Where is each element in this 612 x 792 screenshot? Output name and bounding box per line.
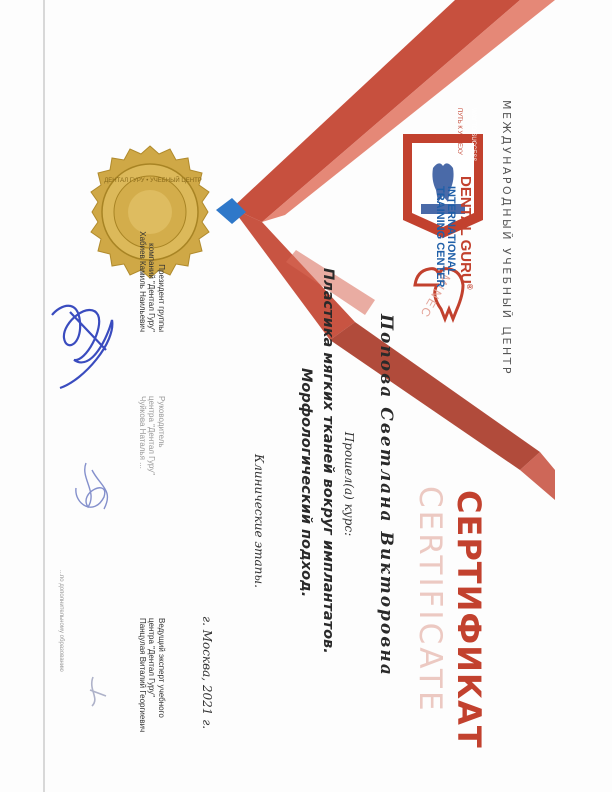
signatory-president-line2: компаний "Дентал Гуру" xyxy=(147,243,157,332)
footnote: ...по дополнительному образованию xyxy=(58,570,64,672)
signatory-head-line1: Руководитель xyxy=(157,396,166,448)
badge-text-mid: ПУТЬ К УСПЕХУ xyxy=(456,108,462,155)
signatory-head xyxy=(138,396,167,475)
recipient-name: Попова Светлана Викторовна xyxy=(376,314,396,677)
signatory-head-line3: Чуйкова Наталья ... xyxy=(138,396,147,469)
course-title-line2: Морфологический подход. xyxy=(298,368,314,598)
logo-name-text: DENTAL GURU xyxy=(457,176,474,284)
signatory-president-line1: Президент группы xyxy=(157,264,166,332)
course-type: Клинические этапы. xyxy=(252,454,266,588)
course-intro: Прошел(а) курс: xyxy=(342,431,356,537)
logo-name xyxy=(457,176,474,290)
badge-text-bottom xyxy=(434,108,440,161)
logo-subtitle-line2: TRAINING CENTER xyxy=(434,186,446,288)
badge-text-top: WAY TO SUCCESS xyxy=(470,108,476,162)
signatory-expert-line2: центра "Дентал Гуру" xyxy=(147,618,157,698)
watermark-text: MINEC xyxy=(416,271,454,321)
logo-subtitle-line1: INTERNATIONAL xyxy=(445,186,457,276)
title-en: CERTIFICATE xyxy=(412,486,448,714)
signatory-expert xyxy=(138,618,167,732)
signatory-expert-line1: Ведущий эксперт учебного xyxy=(157,618,166,718)
title-ru: СЕРТИФИКАТ xyxy=(450,490,488,749)
center-header: МЕЖДУНАРОДНЫЙ УЧЕБНЫЙ ЦЕНТР xyxy=(500,100,513,377)
registered-mark: ® xyxy=(465,283,474,290)
signatory-president-line3: Хабиев Камиль Наильевич xyxy=(138,231,147,332)
place-date: г. Москва, 2021 г. xyxy=(200,616,214,730)
signatory-expert-line3: Панцулая Виталий Георгиевич xyxy=(138,618,147,733)
logo-subtitle xyxy=(434,186,456,287)
signatory-president xyxy=(138,222,167,332)
course-title-line1: Пластика мягких тканей вокруг имплантатов. xyxy=(320,268,336,654)
seal-text: ДЕНТАЛ ГУРУ • УЧЕБНЫЙ ЦЕНТР xyxy=(104,177,202,184)
signatory-head-line2: центра "Дентал Гуру" xyxy=(147,396,157,476)
